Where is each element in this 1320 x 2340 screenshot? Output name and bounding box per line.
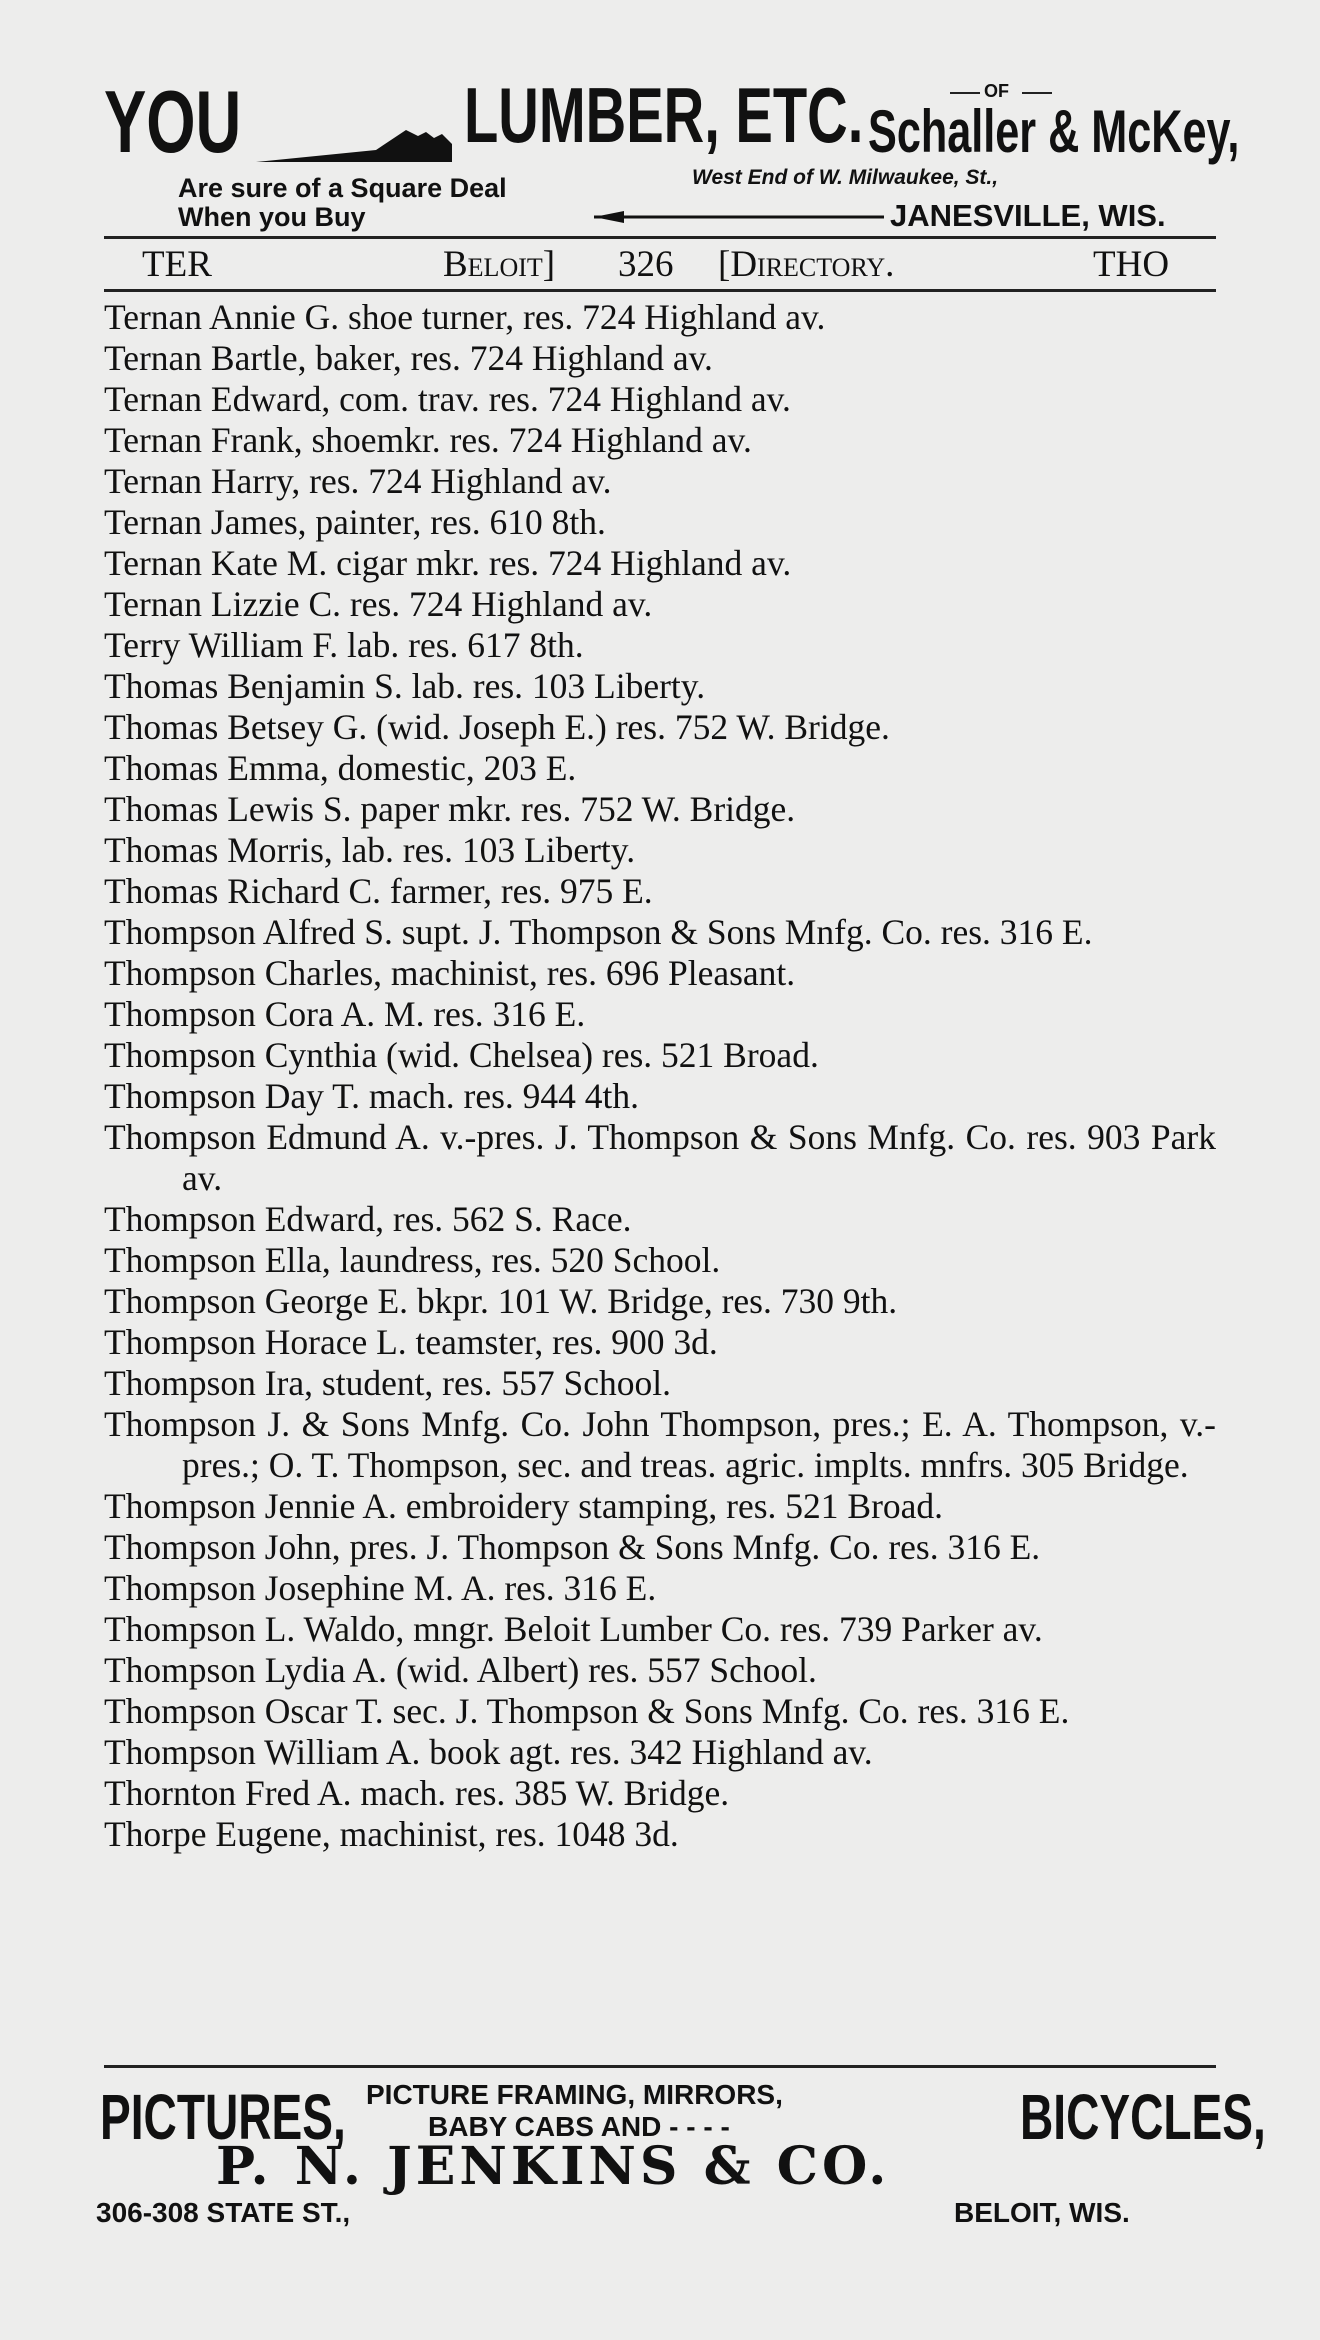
directory-entry: Ternan James, painter, res. 610 8th. [104,502,606,542]
running-header-left: TER [142,244,212,285]
directory-entry: Thomas Betsey G. (wid. Joseph E.) res. 752 W. Bridge. [104,707,890,747]
directory-entry: Ternan Kate M. cigar mkr. res. 724 Highland av. [104,543,792,583]
directory-entry: Ternan Harry, res. 724 Highland av. [104,461,612,501]
ad-street-address: 306-308 STATE ST., [96,2197,351,2228]
directory-entry: Thomas Morris, lab. res. 103 Liberty. [104,830,636,870]
directory-entry: Thompson L. Waldo, mngr. Beloit Lumber Co. res. 739 Parker av. [104,1609,1043,1649]
directory-entry: Thompson Cora A. M. res. 316 E. [104,994,586,1034]
header-rule-bottom [104,289,1216,292]
saw-blade-icon [256,122,456,164]
directory-entry: Thorpe Eugene, machinist, res. 1048 3d. [104,1814,679,1854]
ad-baby-cabs-text: BABY CABS AND - - - - [428,2111,730,2142]
ad-bicycles-text: BICYCLES, [1020,2081,1266,2153]
directory-entry: Thompson William A. book agt. res. 342 Highland av. [104,1732,873,1772]
running-header-right: THO [1093,244,1170,285]
directory-entry: Ternan Frank, shoemkr. res. 724 Highland av. [104,420,752,460]
directory-entry: Thompson Cynthia (wid. Chelsea) res. 521 Broad. [104,1035,819,1075]
ad-you-text: YOU [104,72,242,171]
directory-entry: Ternan Edward, com. trav. res. 724 Highland av. [104,379,791,419]
directory-entry: Thompson George E. bkpr. 101 W. Bridge, res. 730 9th. [104,1281,898,1321]
ad-lumber-text: LUMBER, ETC. [464,71,864,159]
directory-entry: Thompson J. & Sons Mnfg. Co. John Thompson, pres.; E. A. Thompson, v.-pres.; O. T. Thompson, sec. and treas. agric. implts. mnfrs. 305 Bridge. [104,1404,1216,1485]
directory-entry: Thornton Fred A. mach. res. 385 W. Bridge. [104,1773,730,1813]
directory-entry: Thompson Jennie A. embroidery stamping, res. 521 Broad. [104,1486,944,1526]
directory-entry: Thompson Charles, machinist, res. 696 Pleasant. [104,953,796,993]
directory-entry: Thompson Ira, student, res. 557 School. [104,1363,671,1403]
directory-entry: Thompson Josephine M. A. res. 316 E. [104,1568,657,1608]
directory-entry: Thompson Horace L. teamster, res. 900 3d. [104,1322,718,1362]
page-number: 326 [618,244,674,285]
bottom-advertisement [96,2075,1266,2245]
arrow-rule-icon [594,210,884,224]
directory-entry: Thompson John, pres. J. Thompson & Sons Mnfg. Co. res. 316 E. [104,1527,1041,1567]
directory-entry: Ternan Annie G. shoe turner, res. 724 Highland av. [104,297,826,337]
directory-entry: Thompson Lydia A. (wid. Albert) res. 557 School. [104,1650,817,1690]
directory-entry: Thompson Day T. mach. res. 944 4th. [104,1076,640,1116]
header-rule-top [104,236,1216,239]
ad-company-name: Schaller & McKey, [868,98,1240,165]
ad-city-text: JANESVILLE, WIS. [890,198,1166,233]
directory-entry: Thompson Edmund A. v.-pres. J. Thompson & Sons Mnfg. Co. res. 903 Park av. [104,1117,1216,1198]
ad-beloit-city: BELOIT, WIS. [954,2197,1130,2228]
ad-jenkins-company: P. N. JENKINS & CO. [216,2136,891,2197]
directory-entry: Thompson Oscar T. sec. J. Thompson & Sons Mnfg. Co. res. 316 E. [104,1691,1070,1731]
directory-entry: Thompson Alfred S. supt. J. Thompson & Sons Mnfg. Co. res. 316 E. [104,912,1093,952]
running-header-directory: [Directory. [718,244,895,285]
ad-pictures-text: PICTURES, [100,2081,346,2153]
directory-entry: Thompson Ella, laundress, res. 520 School. [104,1240,721,1280]
ad-of-rule-right [1022,92,1052,94]
directory-entry: Terry William F. lab. res. 617 8th. [104,625,584,665]
directory-entry: Ternan Bartle, baker, res. 724 Highland av. [104,338,713,378]
directory-entry: Ternan Lizzie C. res. 724 Highland av. [104,584,653,624]
footer-rule [104,2065,1216,2068]
ad-of-rule-left [950,92,980,94]
directory-entry: Thompson Edward, res. 562 S. Race. [104,1199,632,1239]
directory-entry: Thomas Emma, domestic, 203 E. [104,748,577,788]
directory-entry: Thomas Benjamin S. lab. res. 103 Liberty. [104,666,706,706]
top-advertisement [104,70,1240,235]
ad-of-text: OF [984,81,1009,101]
directory-entry: Thomas Lewis S. paper mkr. res. 752 W. Bridge. [104,789,796,829]
ad-address-text: West End of W. Milwaukee, St., [692,166,999,189]
ad-square-deal-text: Are sure of a Square Deal [178,173,507,203]
ad-framing-text: PICTURE FRAMING, MIRRORS, [366,2079,783,2110]
running-header-city: Beloit] [443,244,556,285]
directory-entries [104,297,1216,1855]
directory-entry: Thomas Richard C. farmer, res. 975 E. [104,871,653,911]
ad-when-buy-text: When you Buy [178,202,366,232]
